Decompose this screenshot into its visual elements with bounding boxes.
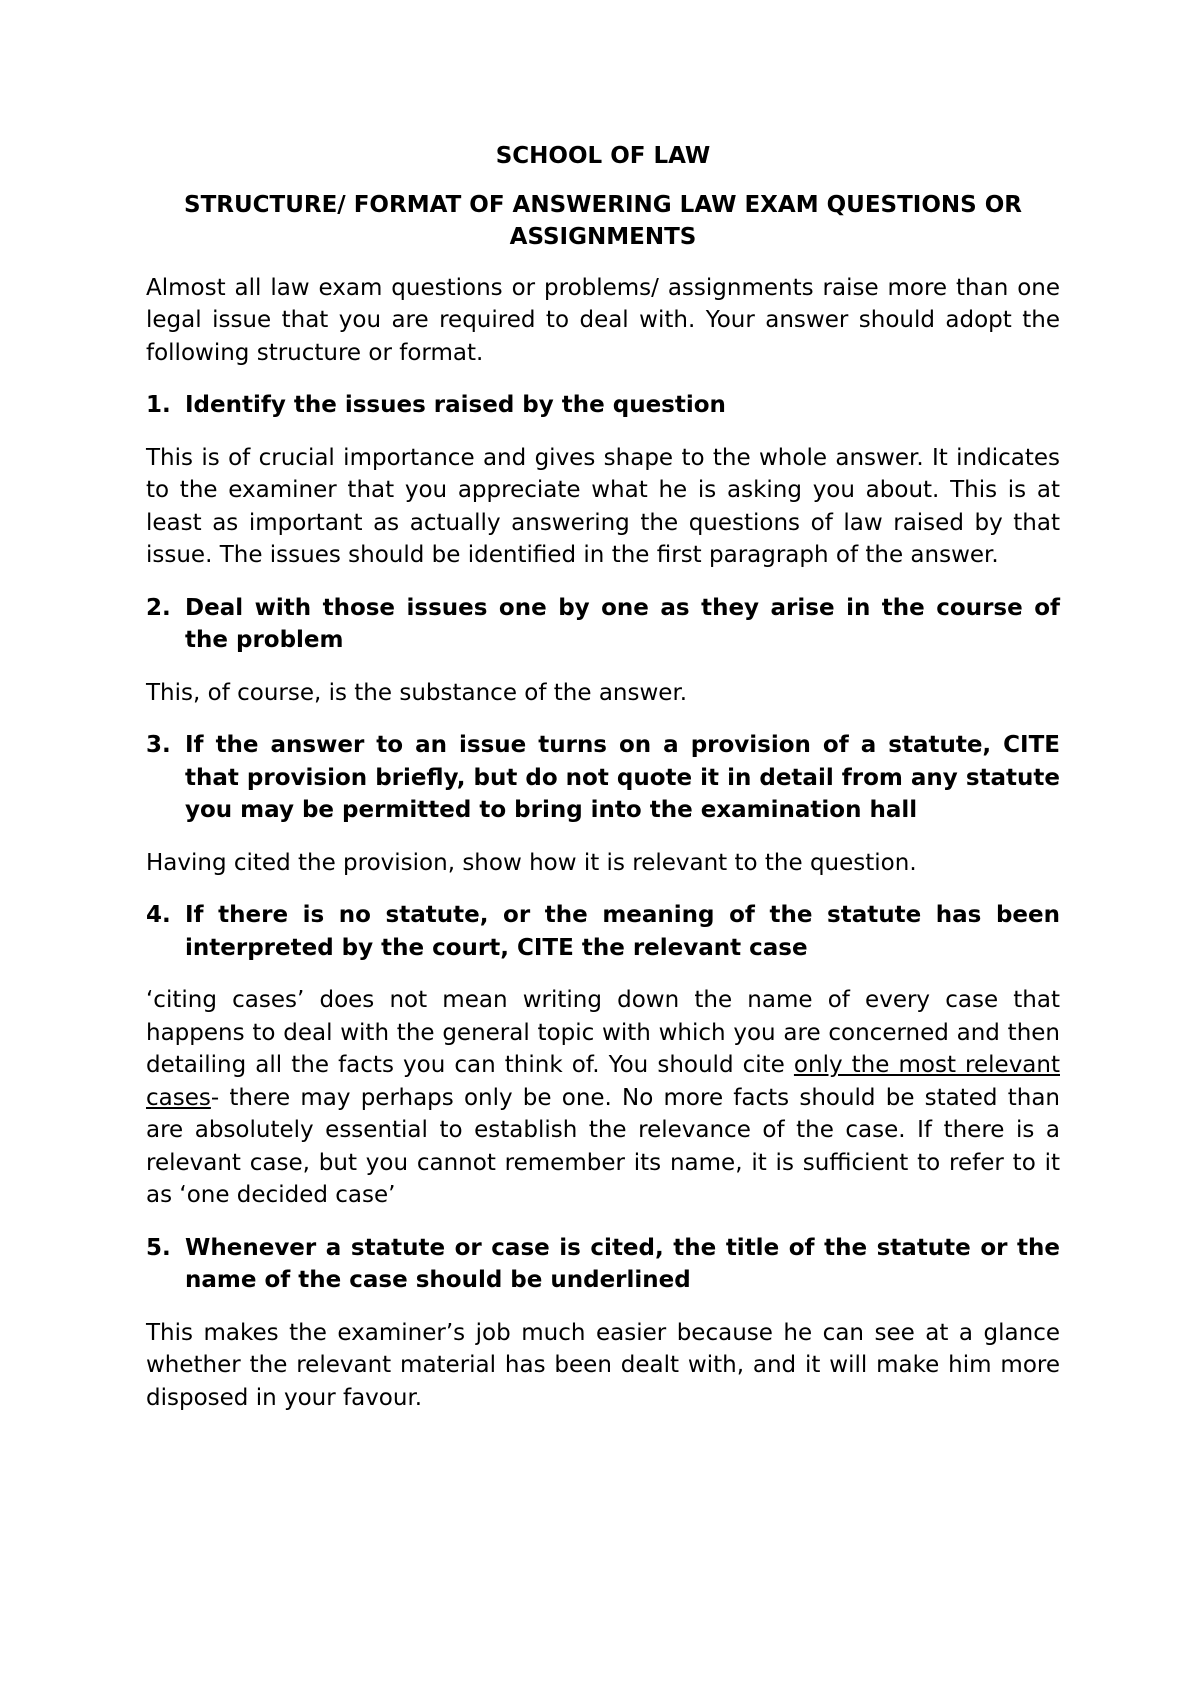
school-name: SCHOOL OF LAW [495,143,711,169]
section-heading-3 [146,729,1060,827]
section-body-2: This, of course, is the substance of the answer. [146,679,688,706]
section-heading-text: Whenever a statute or case is cited, the title of the statute or the name of the case should be underlined [185,1234,1060,1293]
underlined-phrase: only the most relevant cases [146,1052,1060,1111]
section-number: 2. [146,594,171,621]
section-heading-2 [146,592,1060,657]
section-heading-5 [146,1232,1060,1297]
section-body-4 [146,984,1060,1212]
section-body-3: Having cited the provision, show how it is relevant to the question. [146,849,917,876]
document-page [146,140,1060,1434]
section-heading-4 [146,899,1060,964]
section-number: 3. [146,732,171,758]
body-text-before: ‘citing cases’ does not mean writing down the name of every case that happens to deal with the general topic with which you are concerned and then detailing all the facts you can think of. You should cite [146,987,1060,1078]
section-number: 4. [146,902,171,928]
intro-paragraph: Almost all law exam questions or problems/ assignments raise more than one legal issue that you are required to deal with. Your answer should adopt the following structure or format. [146,274,1060,366]
section-heading-text: If the answer to an issue turns on a provision of a statute, CITE that provision briefly, but do not quote it in detail from any statute you may be permitted to bring into the examination hall [185,732,1060,823]
section-body-1: This is of crucial importance and gives shape to the whole answer. It indicates to the examiner that you appreciate what he is asking you about. This is at least as important as actually answering the questions of law raised by that issue. The issues should be identified in the first paragraph of the answer. [146,444,1060,568]
section-number: 1. [146,392,171,418]
document-title: STRUCTURE/ FORMAT OF ANSWERING LAW EXAM QUESTIONS OR ASSIGNMENTS [184,191,1022,250]
section-number: 5. [146,1234,171,1261]
body-text-after: - there may perhaps only be one. No more facts should be stated than are absolutely essential to establish the relevance of the case. If there is a relevant case, but you cannot remember its name, it is sufficient to refer to it as ‘one decided case’ [146,1084,1060,1208]
section-heading-text: Identify the issues raised by the question [185,392,726,418]
section-body-5: This makes the examiner’s job much easier because he can see at a glance whether the relevant material has been dealt with, and it will make him more disposed in your favour. [146,1319,1060,1411]
section-heading-text: Deal with those issues one by one as they arise in the course of the problem [185,594,1060,653]
section-heading-1 [146,389,1060,422]
section-heading-text: If there is no statute, or the meaning of the statute has been interpreted by the court, CITE the relevant case [185,902,1060,961]
